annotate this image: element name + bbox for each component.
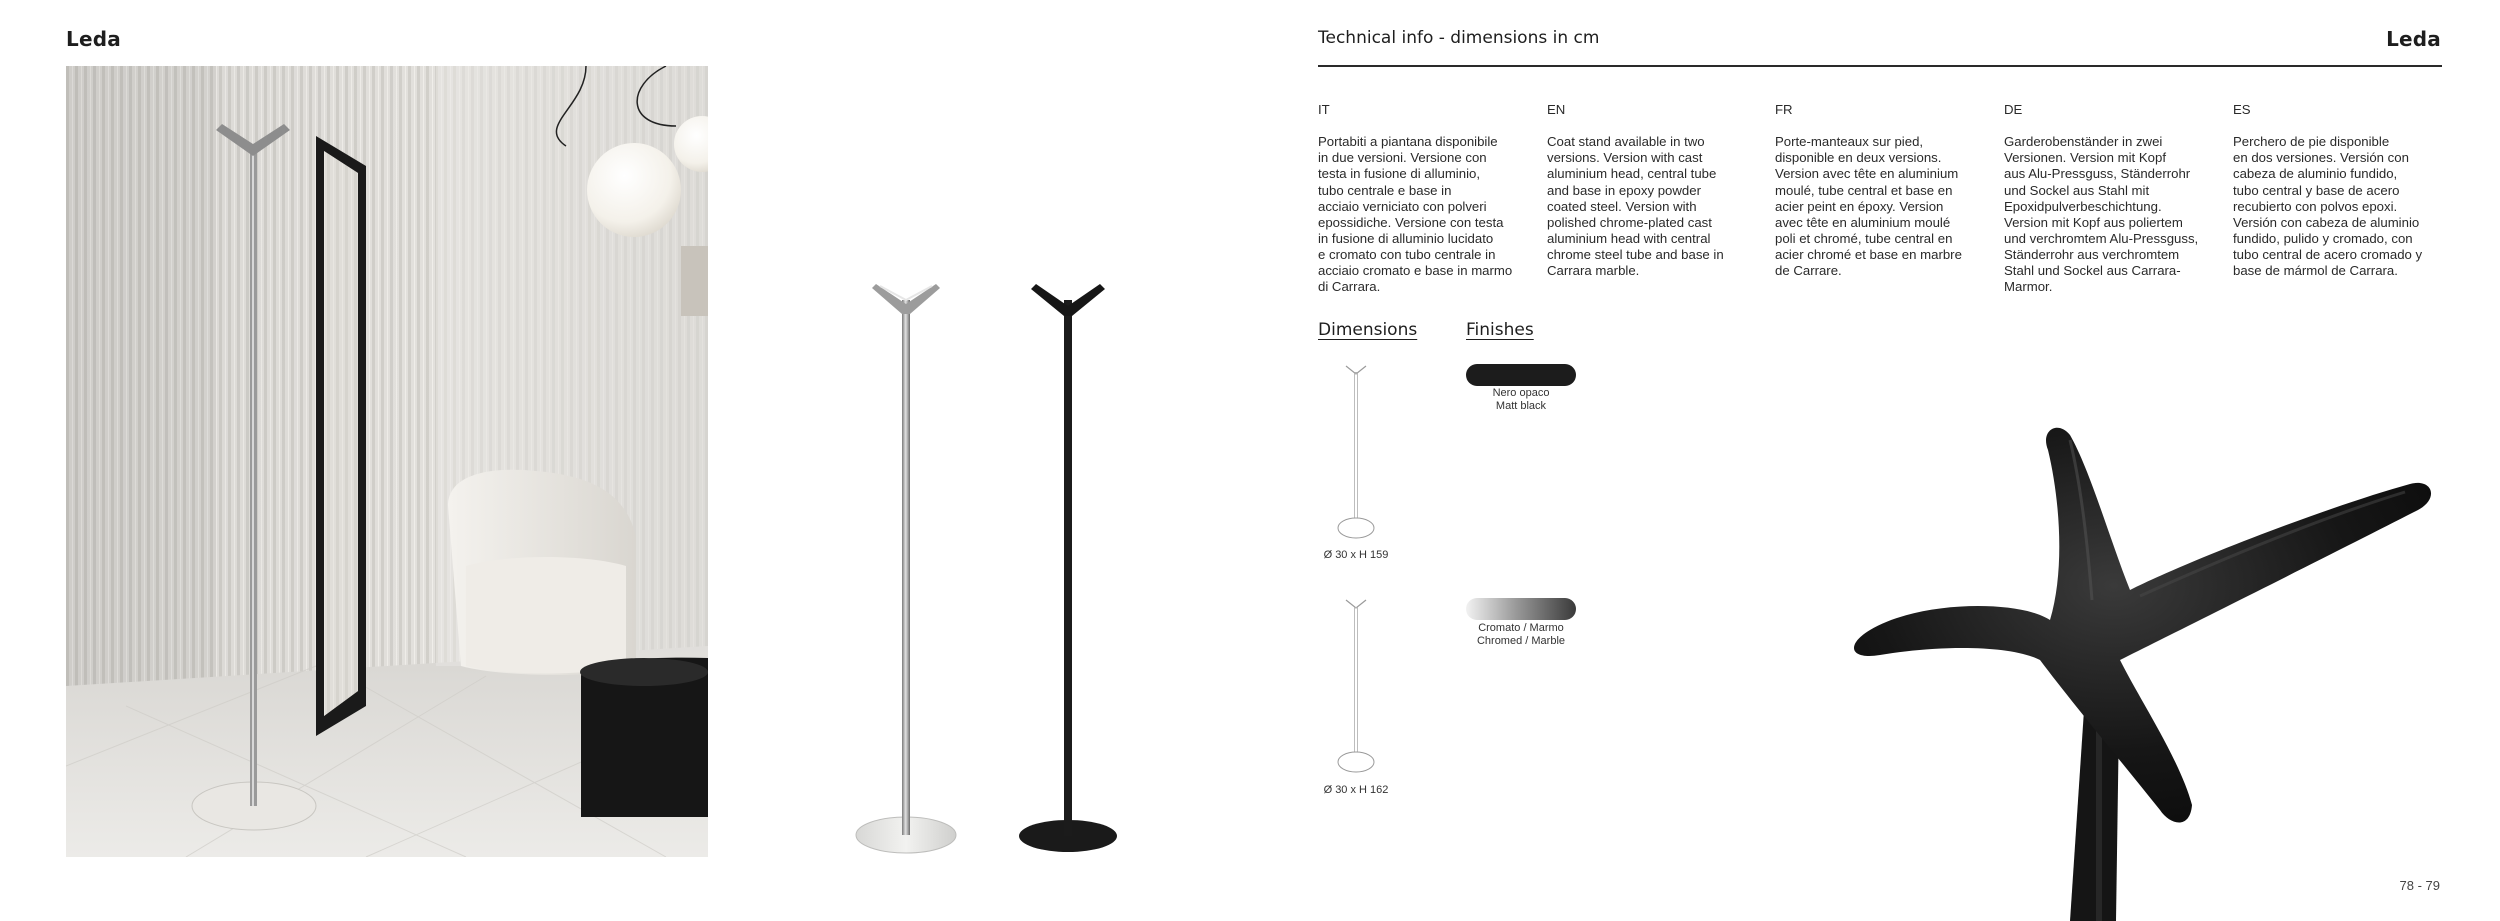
chrome-marble-coat-stand [856, 284, 956, 853]
right-brand-title: Leda [2386, 27, 2441, 51]
finish-swatch-chromed-marble [1466, 598, 1576, 620]
lang-text: Coat stand available in two versions. Version with cast aluminium head, central tube and base in epoxy powder coated steel. Version with polished chrome-plated cast aluminium head with central chrome steel tube and base in Carrara marble. [1547, 134, 1724, 279]
lang-col-es [2233, 86, 2443, 295]
lang-code: FR [1775, 102, 1793, 118]
lang-code: EN [1547, 102, 1566, 118]
lang-code: DE [2004, 102, 2023, 118]
lang-text: Portabiti a piantana disponibile in due versioni. Versione con testa in fusione di alluminio, tubo centrale e base in acciaio verniciato con polveri epossidiche. Versione con testa in fusione di alluminio lucidato e cromato con tubo centrale in acciaio cromato e base in marmo di Carrara. [1318, 134, 1513, 295]
black-head-closeup [1820, 400, 2450, 921]
dimension-drawing-1 [1326, 362, 1386, 542]
lang-text: Garderobenständer in zwei Versionen. Version mit Kopf aus Alu-Pressguss, Ständerrohr und Sockel aus Stahl mit Epoxidpulverbeschichtung. Version mit Kopf aus poliertem und verchromtem Alu-Pressguss, Ständerrohr aus verchromtem Stahl und Sockel aus Carrara- Marmor. [2004, 134, 2199, 295]
lang-code: IT [1318, 102, 1330, 118]
lang-text: Perchero de pie disponible en dos versiones. Versión con cabeza de aluminio fundido, tubo central y base de acero recubierto con polvos epoxi. Versión con cabeza de aluminio fundido, pulido y cromado, con tubo central de acero cromado y base de mármol de Carrara. [2233, 134, 2423, 279]
product-coat-stands [840, 270, 1200, 870]
page-title: Technical info - dimensions in cm [1318, 28, 1600, 48]
lang-text: Porte-manteaux sur pied, disponible en deux versions. Version avec tête en aluminium moulé, tube central et base en acier peint en époxy. Version avec tête en aluminium moulé poli et chromé, tube central en acier chromé et base en marbre de Carrare. [1775, 134, 1962, 279]
lang-col-fr [1775, 86, 1985, 295]
header-divider [1318, 65, 2442, 67]
lang-col-en [1547, 86, 1757, 295]
lang-code: ES [2233, 102, 2251, 118]
matt-black-coat-stand [1019, 284, 1117, 852]
coat-stand-outline-icon [1326, 596, 1386, 776]
interior-scene [66, 66, 708, 857]
interior-photo [66, 66, 708, 857]
dimension-label-2: Ø 30 x H 162 [1323, 784, 1389, 796]
finish-label-chromed-marble: Cromato / Marmo Chromed / Marble [1476, 622, 1566, 647]
lang-col-it [1318, 86, 1528, 311]
coat-stand-outline-icon [1326, 362, 1386, 542]
lang-col-de [2004, 86, 2214, 311]
dimension-drawing-2 [1326, 596, 1386, 776]
finish-label-matt-black: Nero opaco Matt black [1492, 387, 1550, 412]
coat-stands-drawing [840, 270, 1200, 870]
finish-swatch-matt-black [1466, 364, 1576, 386]
finishes-heading: Finishes [1466, 320, 1534, 340]
head-closeup-photo [1820, 400, 2450, 921]
page-number: 78 - 79 [2399, 878, 2440, 893]
dimensions-heading: Dimensions [1318, 320, 1418, 340]
left-brand-title: Leda [66, 27, 121, 51]
dimension-label-1: Ø 30 x H 159 [1323, 549, 1389, 561]
